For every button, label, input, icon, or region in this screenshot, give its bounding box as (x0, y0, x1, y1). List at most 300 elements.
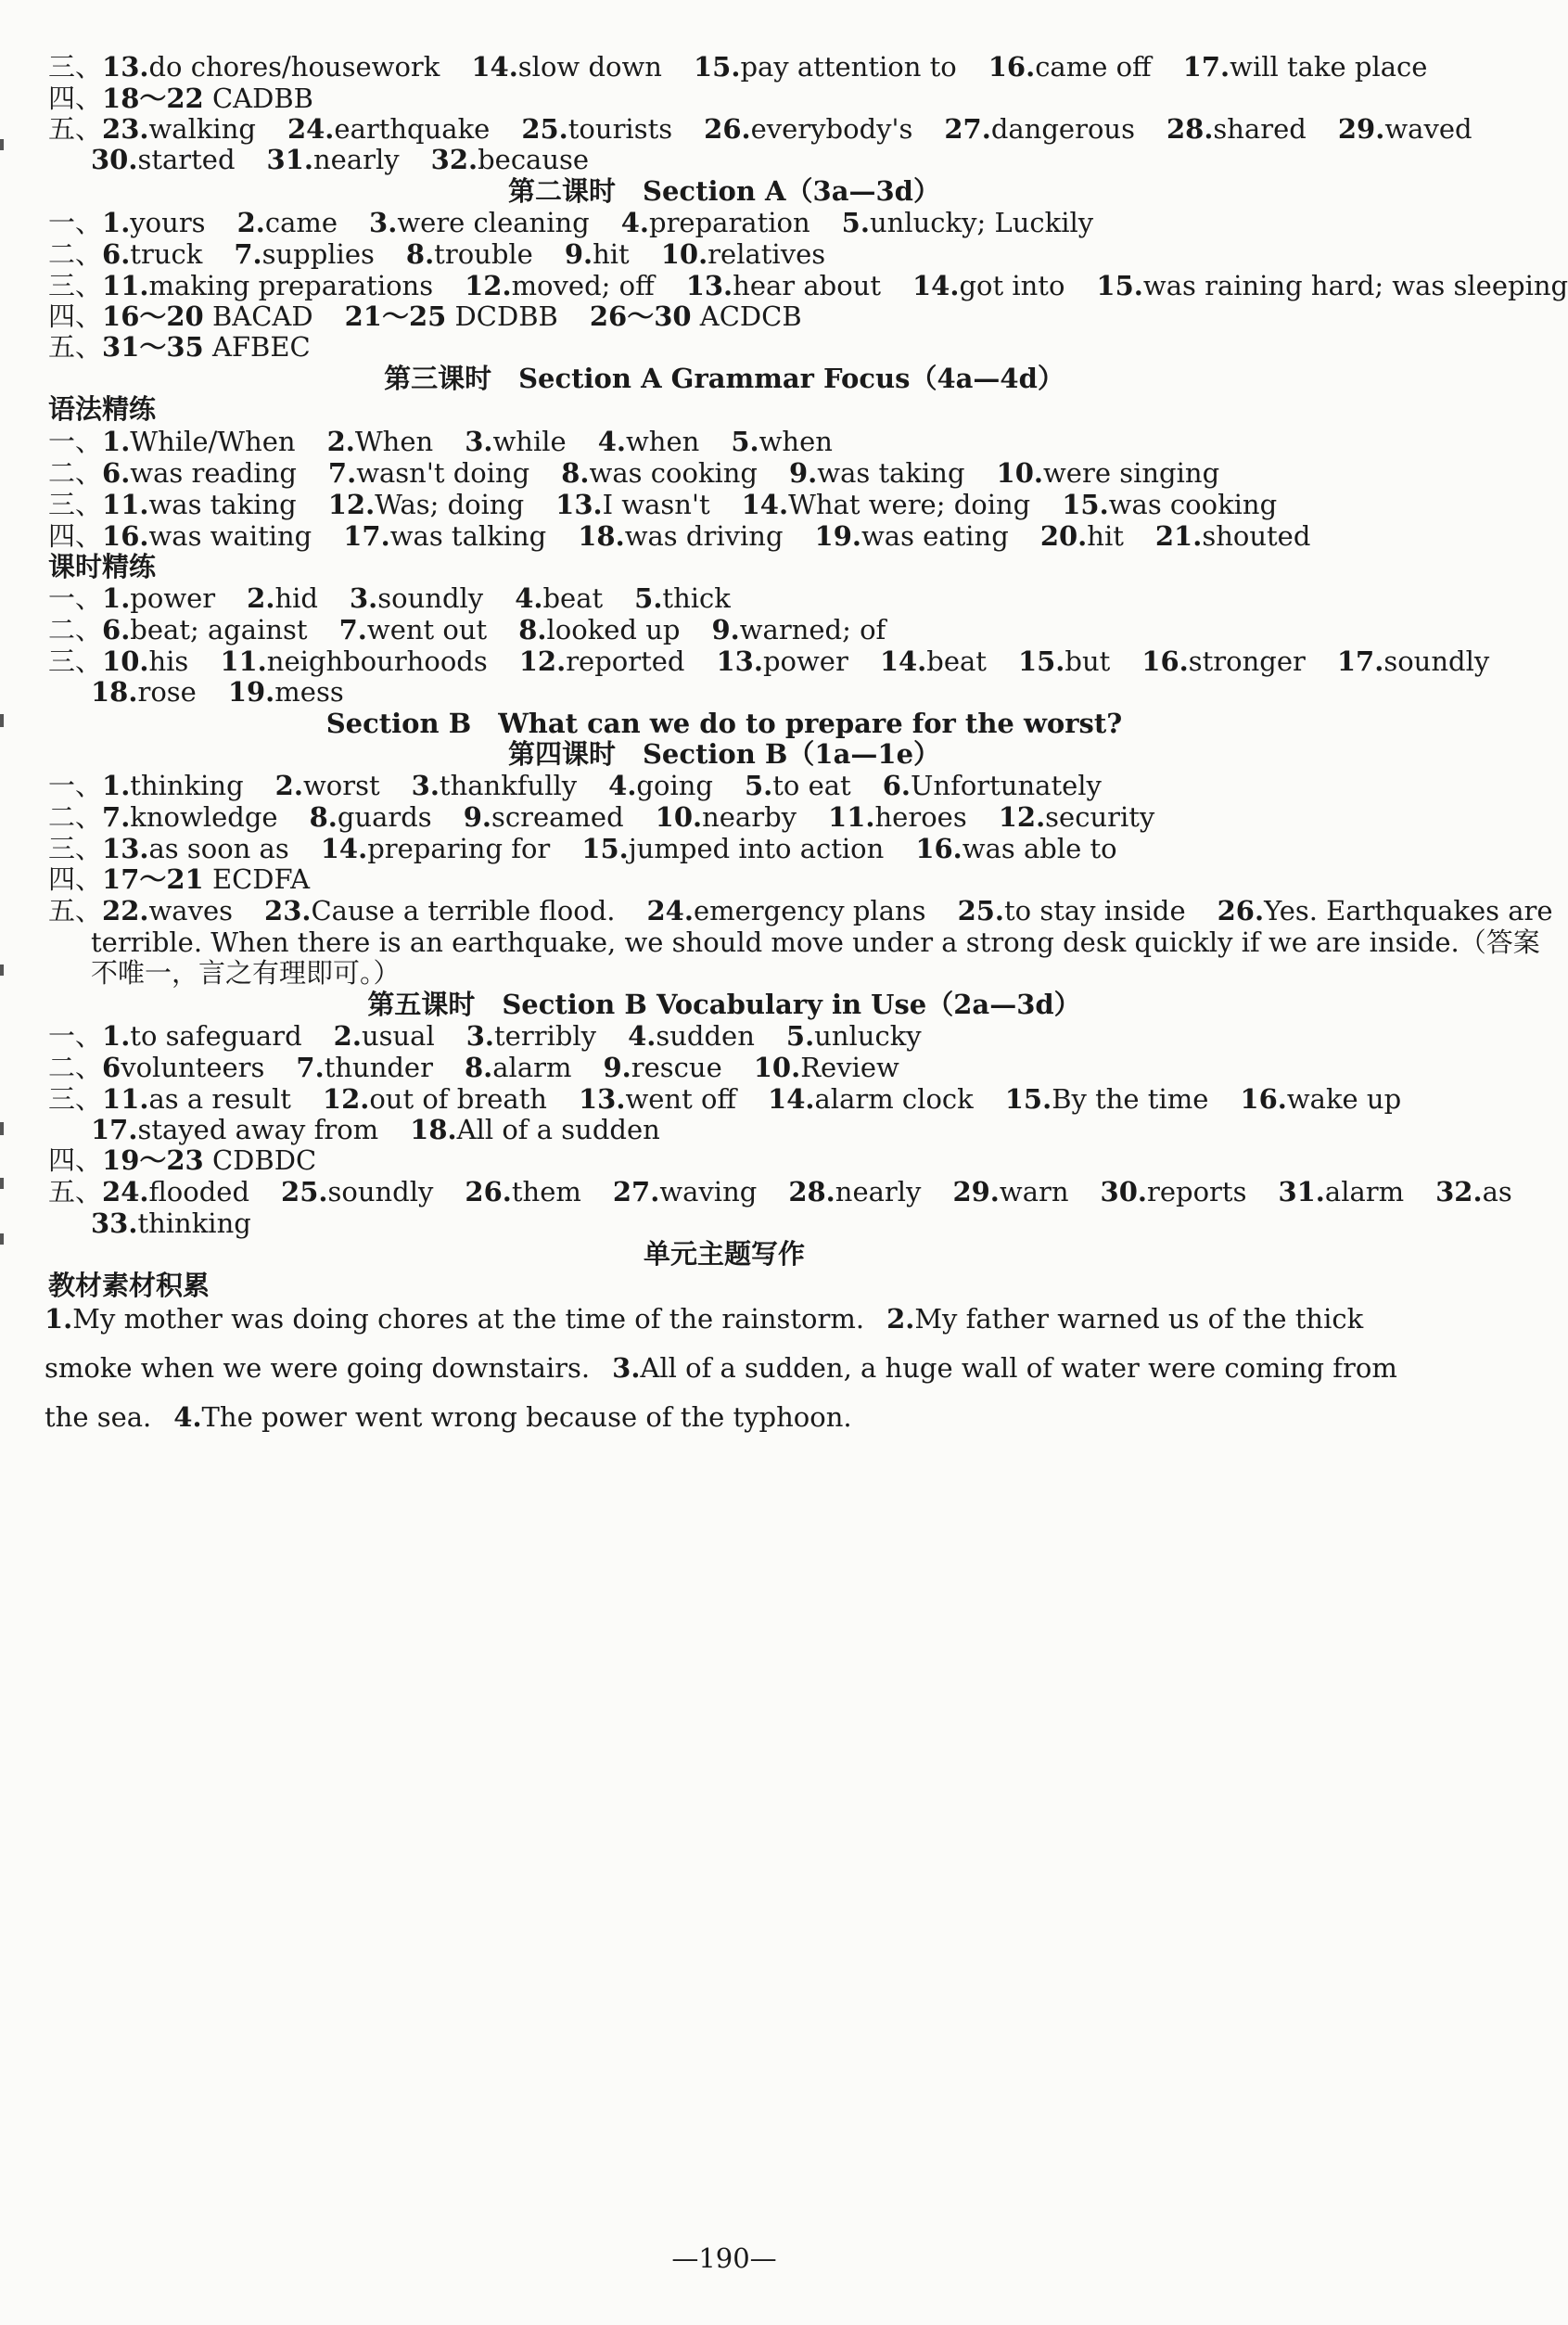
question-number: 4. (515, 582, 543, 614)
part-marker: 四、 (48, 83, 103, 114)
question-number: 6. (102, 457, 131, 489)
question-number: 3. (465, 1020, 495, 1052)
part-marker: 一、 (48, 582, 103, 614)
question-number: 9. (603, 1052, 631, 1083)
answer-item (321, 830, 551, 867)
section-heading: 第二课时 Section A（3a—3d） (508, 175, 940, 207)
answer-item (788, 1173, 921, 1210)
answer-value: worst (302, 770, 380, 801)
answer-value: emergency plans (693, 895, 926, 926)
answer-value: got into (959, 270, 1065, 301)
answer-value: All of a sudden (456, 1114, 660, 1145)
part-marker: 一、 (48, 1020, 103, 1052)
answer-value: flooded (148, 1176, 250, 1207)
question-number: 31～35 (102, 331, 204, 363)
answer-value: guards (337, 801, 432, 833)
answer-value: sudden (656, 1020, 755, 1052)
question-number: 13. (555, 489, 603, 520)
section-heading: 第三课时 Section A Grammar Focus（4a—4d） (384, 363, 1064, 394)
answer-value: waving (659, 1176, 758, 1207)
answer-item (716, 643, 848, 680)
binding-edge-mark (0, 1233, 4, 1245)
question-number: 15. (1062, 489, 1109, 520)
answer-item (1040, 517, 1124, 555)
section-heading: 单元主题写作 (643, 1238, 805, 1270)
answer-value: as a result (148, 1083, 291, 1115)
section-heading: 第四课时 Section B（1a—1e） (507, 738, 941, 770)
section-heading: Section B What can we do to prepare for the worst? (325, 708, 1123, 739)
answer-value: rescue (631, 1052, 722, 1083)
answer-value: reported (566, 645, 685, 677)
question-number: 24. (102, 1176, 149, 1207)
answer-value: truck (130, 238, 203, 270)
answer-value: to stay inside (1004, 895, 1186, 926)
question-number: 3. (369, 207, 398, 238)
answer-value: when (625, 426, 700, 457)
part-marker: 四、 (48, 1144, 103, 1176)
question-number: 14. (879, 645, 927, 677)
answer-value: nearly (835, 1176, 922, 1207)
sentence-number: 4. (173, 1401, 202, 1433)
binding-edge-mark (0, 1122, 4, 1135)
answer-text: terrible. When there is an earthquake, we should move under a strong desk quickly if we are inside.（答案 (91, 926, 1540, 958)
question-number: 9. (711, 614, 740, 645)
answer-value: shouted (1202, 520, 1311, 552)
answer-item (988, 48, 1152, 85)
answer-value: alarm clock (814, 1083, 974, 1115)
answer-value: dangerous (990, 113, 1135, 145)
question-number: 2. (326, 426, 355, 457)
answer-value: trouble (434, 238, 533, 270)
answer-value: Was; doing (375, 489, 525, 520)
question-number: 12. (322, 1083, 370, 1115)
answer-value: looked up (546, 614, 681, 645)
question-number: 16～20 (102, 300, 204, 332)
question-number: 19. (814, 520, 861, 552)
writing-sentence (173, 1401, 851, 1433)
question-number: 2. (236, 207, 265, 238)
answer-value: terribly (494, 1020, 597, 1052)
answer-item (1166, 110, 1307, 147)
question-number: 9. (789, 457, 818, 489)
question-number: 7. (102, 801, 131, 833)
answer-value: slow down (517, 51, 662, 83)
answer-item (704, 110, 912, 147)
answer-value: as soon as (148, 833, 289, 864)
answer-value: came (264, 207, 338, 238)
answer-item (345, 298, 558, 335)
binding-edge-mark (0, 1178, 4, 1189)
question-number: 7. (234, 238, 262, 270)
answer-value: stronger (1188, 645, 1306, 677)
question-number: 12. (465, 270, 512, 301)
answer-value: jumped into action (628, 833, 885, 864)
answer-value: out of breath (369, 1083, 547, 1115)
sentence-text: My father warned us of the thick smoke when we were going downstairs. (45, 1303, 1364, 1384)
answer-value: because (478, 144, 590, 175)
answer-value: warned; of (739, 614, 886, 645)
answer-value: beat (542, 582, 604, 614)
answer-value: were singing (1042, 457, 1220, 489)
question-number: 12. (998, 801, 1046, 833)
question-number: 13. (102, 833, 149, 864)
question-number: 10. (655, 801, 703, 833)
question-number: 18～22 (102, 83, 204, 114)
question-number: 10. (996, 457, 1043, 489)
answer-value: ACDCB (691, 300, 802, 332)
answer-value: to safeguard (130, 1020, 302, 1052)
question-number: 21. (1154, 520, 1203, 552)
answer-value: While/When (130, 426, 296, 457)
question-number: 17. (1336, 645, 1384, 677)
answer-value: everybody's (750, 113, 913, 145)
answer-value: as (1482, 1176, 1512, 1207)
part-marker: 三、 (48, 1083, 103, 1115)
answer-value: wake up (1286, 1083, 1402, 1115)
question-number: 26. (1217, 895, 1265, 926)
question-number: 1. (102, 582, 131, 614)
answer-value: earthquake (334, 113, 491, 145)
answer-value: nearly (312, 144, 400, 175)
answer-value: unlucky (814, 1020, 922, 1052)
answer-item (1155, 517, 1311, 555)
part-marker: 四、 (48, 520, 103, 552)
question-number: 6 (102, 1052, 121, 1083)
answer-value: security (1045, 801, 1155, 833)
answer-item (1435, 1173, 1512, 1210)
answer-value: yours (130, 207, 206, 238)
part-marker: 四、 (48, 863, 103, 895)
page-number: —190— (671, 2242, 777, 2274)
answer-item (1096, 267, 1568, 304)
answer-value: was waiting (148, 520, 312, 552)
question-number: 14. (768, 1083, 815, 1115)
question-number: 8. (309, 801, 338, 833)
answer-value: was taking (817, 457, 965, 489)
answer-value: preparing for (367, 833, 551, 864)
answer-item (613, 1173, 757, 1210)
question-number: 25. (957, 895, 1005, 926)
answer-value: power (130, 582, 216, 614)
question-number: 13. (102, 51, 149, 83)
question-number: 8. (464, 1052, 493, 1083)
question-number: 10. (660, 238, 708, 270)
answer-value: BACAD (203, 300, 313, 332)
part-marker: 五、 (48, 331, 103, 363)
answer-value: What were; doing (788, 489, 1031, 520)
answer-value: hit (593, 238, 630, 270)
answer-item (944, 110, 1135, 147)
part-marker: 二、 (48, 614, 103, 645)
question-number: 20. (1039, 520, 1088, 552)
question-number: 8. (561, 457, 590, 489)
question-number: 9. (463, 801, 491, 833)
answer-value: thankfully (439, 770, 578, 801)
answer-item (1101, 1173, 1247, 1210)
answer-value: was taking (148, 489, 297, 520)
answer-item (880, 643, 987, 680)
answer-value: was eating (860, 520, 1009, 552)
subsection-heading: 课时精练 (48, 551, 157, 582)
answer-value: but (1064, 645, 1111, 677)
answer-value: pay attention to (740, 51, 957, 83)
answer-value: them (511, 1176, 581, 1207)
question-number: 13. (716, 645, 763, 677)
answer-value: heroes (874, 801, 967, 833)
question-number: 16. (1240, 1083, 1287, 1115)
sentence-number: 1. (45, 1303, 73, 1335)
question-number: 17. (343, 520, 390, 552)
question-number: 11. (102, 270, 149, 301)
question-number: 5. (634, 582, 663, 614)
answer-value: shared (1213, 113, 1307, 145)
question-number: 1. (102, 207, 131, 238)
question-number: 17. (1182, 51, 1230, 83)
answer-value: mess (274, 676, 344, 708)
question-number: 26～30 (589, 300, 692, 332)
question-number: 2. (333, 1020, 362, 1052)
part-marker: 三、 (48, 489, 103, 520)
answer-item (1338, 110, 1472, 147)
question-number: 11. (828, 801, 875, 833)
answer-item (578, 517, 783, 555)
answer-value: Yes. Earthquakes are (1264, 895, 1553, 926)
question-number: 10. (753, 1052, 801, 1083)
answer-item (1337, 643, 1489, 680)
question-number: 15. (581, 833, 629, 864)
answer-item (281, 1173, 433, 1210)
answer-item (1183, 48, 1428, 85)
answer-value: CADBB (203, 83, 313, 114)
answer-value: usual (361, 1020, 435, 1052)
answer-value: tourists (567, 113, 673, 145)
answer-value: moved; off (511, 270, 655, 301)
question-number: 29. (952, 1176, 1000, 1207)
answer-value: unlucky; Luckily (869, 207, 1094, 238)
answer-item (590, 298, 802, 335)
question-number: 3. (349, 582, 378, 614)
question-number: 14. (912, 270, 960, 301)
answer-value: soundly (1383, 645, 1490, 677)
answer-value: were cleaning (397, 207, 590, 238)
answer-item (519, 643, 685, 680)
answer-value: wasn't doing (356, 457, 530, 489)
question-number: 16. (102, 520, 149, 552)
answer-item (1240, 1080, 1401, 1118)
answer-value: while (492, 426, 567, 457)
part-marker: 一、 (48, 770, 103, 801)
section-heading: 第五课时 Section B Vocabulary in Use（2a—3d） (367, 989, 1081, 1020)
answer-item (465, 1173, 580, 1210)
question-number: 2. (247, 582, 275, 614)
sentence-number: 2. (886, 1303, 915, 1335)
answer-value: warn (999, 1176, 1069, 1207)
answer-value: going (636, 770, 713, 801)
answer-value: waved (1384, 113, 1472, 145)
question-number: 27. (944, 113, 991, 145)
answer-value: supplies (261, 238, 375, 270)
question-number: 1. (102, 426, 131, 457)
answer-value: nearby (702, 801, 797, 833)
question-number: 6. (102, 614, 131, 645)
question-number: 12. (327, 489, 376, 520)
question-number: 24. (646, 895, 694, 926)
question-number: 7. (338, 614, 367, 645)
answer-value: rose (137, 676, 197, 708)
question-number: 16. (1141, 645, 1189, 677)
part-marker: 一、 (48, 426, 103, 457)
answer-value: ECDFA (203, 863, 311, 895)
question-number: 2. (274, 770, 303, 801)
question-number: 14. (471, 51, 518, 83)
question-number: 13. (685, 270, 733, 301)
answer-value: thunder (324, 1052, 433, 1083)
question-number: 3. (411, 770, 440, 801)
part-marker: 二、 (48, 238, 103, 270)
answer-value: was able to (962, 833, 1117, 864)
question-number: 15. (1096, 270, 1143, 301)
answer-value: went off (625, 1083, 737, 1115)
question-number: 1. (102, 770, 131, 801)
question-number: 3. (465, 426, 493, 457)
answer-value: Cause a terrible flood. (311, 895, 616, 926)
subsection-heading: 语法精练 (48, 393, 157, 425)
answer-value: alarm (492, 1052, 572, 1083)
question-number: 15. (693, 51, 741, 83)
answer-item (1005, 1080, 1209, 1118)
question-number: 1. (102, 1020, 131, 1052)
question-number: 18. (410, 1114, 457, 1145)
answer-value: power (762, 645, 848, 677)
answer-value: neighbourhoods (266, 645, 488, 677)
answer-item (581, 830, 884, 867)
answer-item (842, 204, 1093, 241)
answer-value: soundly (327, 1176, 434, 1207)
sentence-text: My mother was doing chores at the time of the rainstorm. (72, 1303, 865, 1335)
answer-value: started (137, 144, 236, 175)
answer-value: Review (800, 1052, 899, 1083)
question-number: 16. (988, 51, 1036, 83)
answer-value: relatives (708, 238, 826, 270)
question-number: 12. (518, 645, 567, 677)
question-number: 15. (1017, 645, 1065, 677)
question-number: 8. (518, 614, 547, 645)
answer-value: AFBEC (203, 331, 311, 363)
question-number: 26. (704, 113, 751, 145)
question-number: 17～21 (102, 863, 204, 895)
answer-item (1141, 643, 1306, 680)
answer-value: when (759, 426, 833, 457)
question-number: 28. (788, 1176, 835, 1207)
answer-value: CDBDC (203, 1144, 317, 1176)
answer-value: walking (148, 113, 256, 145)
answer-value: was driving (624, 520, 784, 552)
question-number: 4. (620, 207, 649, 238)
question-number: 17. (91, 1114, 138, 1145)
answer-item (471, 48, 662, 85)
question-number: 6. (102, 238, 131, 270)
part-marker: 四、 (48, 300, 103, 332)
answer-value: preparation (649, 207, 810, 238)
answer-value: hit (1087, 520, 1124, 552)
question-number: 5. (841, 207, 870, 238)
question-number: 31. (266, 144, 313, 175)
question-number: 5. (785, 1020, 815, 1052)
answer-value: came off (1035, 51, 1152, 83)
answer-value: will take place (1230, 51, 1428, 83)
answer-text: 不唯一，言之有理即可。） (91, 957, 401, 989)
part-marker: 五、 (48, 113, 103, 145)
answer-value: DCDBB (446, 300, 558, 332)
answer-value: was raining hard; was sleeping (1142, 270, 1568, 301)
question-number: 14. (320, 833, 368, 864)
answer-value: do chores/housework (148, 51, 440, 83)
part-marker: 五、 (48, 895, 103, 926)
answer-item (952, 1173, 1068, 1210)
part-marker: 二、 (48, 1052, 103, 1083)
question-number: 11. (102, 1083, 149, 1115)
question-number: 8. (405, 238, 435, 270)
answer-value: alarm (1324, 1176, 1405, 1207)
binding-edge-mark (0, 714, 4, 727)
answer-value: waves (148, 895, 234, 926)
answer-value: to eat (772, 770, 851, 801)
question-number: 11. (102, 489, 149, 520)
question-number: 11. (220, 645, 267, 677)
answer-value: beat (926, 645, 987, 677)
answer-value: reports (1147, 1176, 1247, 1207)
question-number: 25. (281, 1176, 328, 1207)
part-marker: 二、 (48, 457, 103, 489)
question-number: 10. (102, 645, 149, 677)
answer-value: was reading (130, 457, 297, 489)
question-number: 18. (91, 676, 138, 708)
answer-value: beat; against (130, 614, 308, 645)
question-number: 29. (1337, 113, 1385, 145)
answer-value: went out (366, 614, 488, 645)
answer-line (48, 517, 1310, 555)
answer-item (343, 517, 546, 555)
answer-value: hid (274, 582, 318, 614)
answer-value: When (354, 426, 434, 457)
question-number: 4. (628, 1020, 657, 1052)
question-number: 14. (741, 489, 789, 520)
part-marker: 三、 (48, 833, 103, 864)
binding-edge-mark (0, 139, 4, 150)
answer-value: Unfortunately (910, 770, 1102, 801)
answer-item (410, 1111, 660, 1148)
answer-item (915, 830, 1116, 867)
question-number: 32. (1435, 1176, 1483, 1207)
answer-value: was talking (389, 520, 547, 552)
answer-value: thinking (130, 770, 244, 801)
answer-value: I wasn't (602, 489, 710, 520)
answer-value: By the time (1052, 1083, 1209, 1115)
part-marker: 三、 (48, 51, 103, 83)
part-marker: 二、 (48, 801, 103, 833)
writing-material-paragraph (45, 1295, 1417, 1442)
part-marker: 三、 (48, 645, 103, 677)
question-number: 31. (1278, 1176, 1325, 1207)
question-number: 23. (102, 113, 149, 145)
question-number: 6. (882, 770, 911, 801)
question-number: 18. (578, 520, 625, 552)
question-number: 4. (608, 770, 637, 801)
question-number: 23. (264, 895, 312, 926)
question-number: 4. (597, 426, 626, 457)
answer-item (815, 517, 1009, 555)
answer-value: making preparations (148, 270, 434, 301)
